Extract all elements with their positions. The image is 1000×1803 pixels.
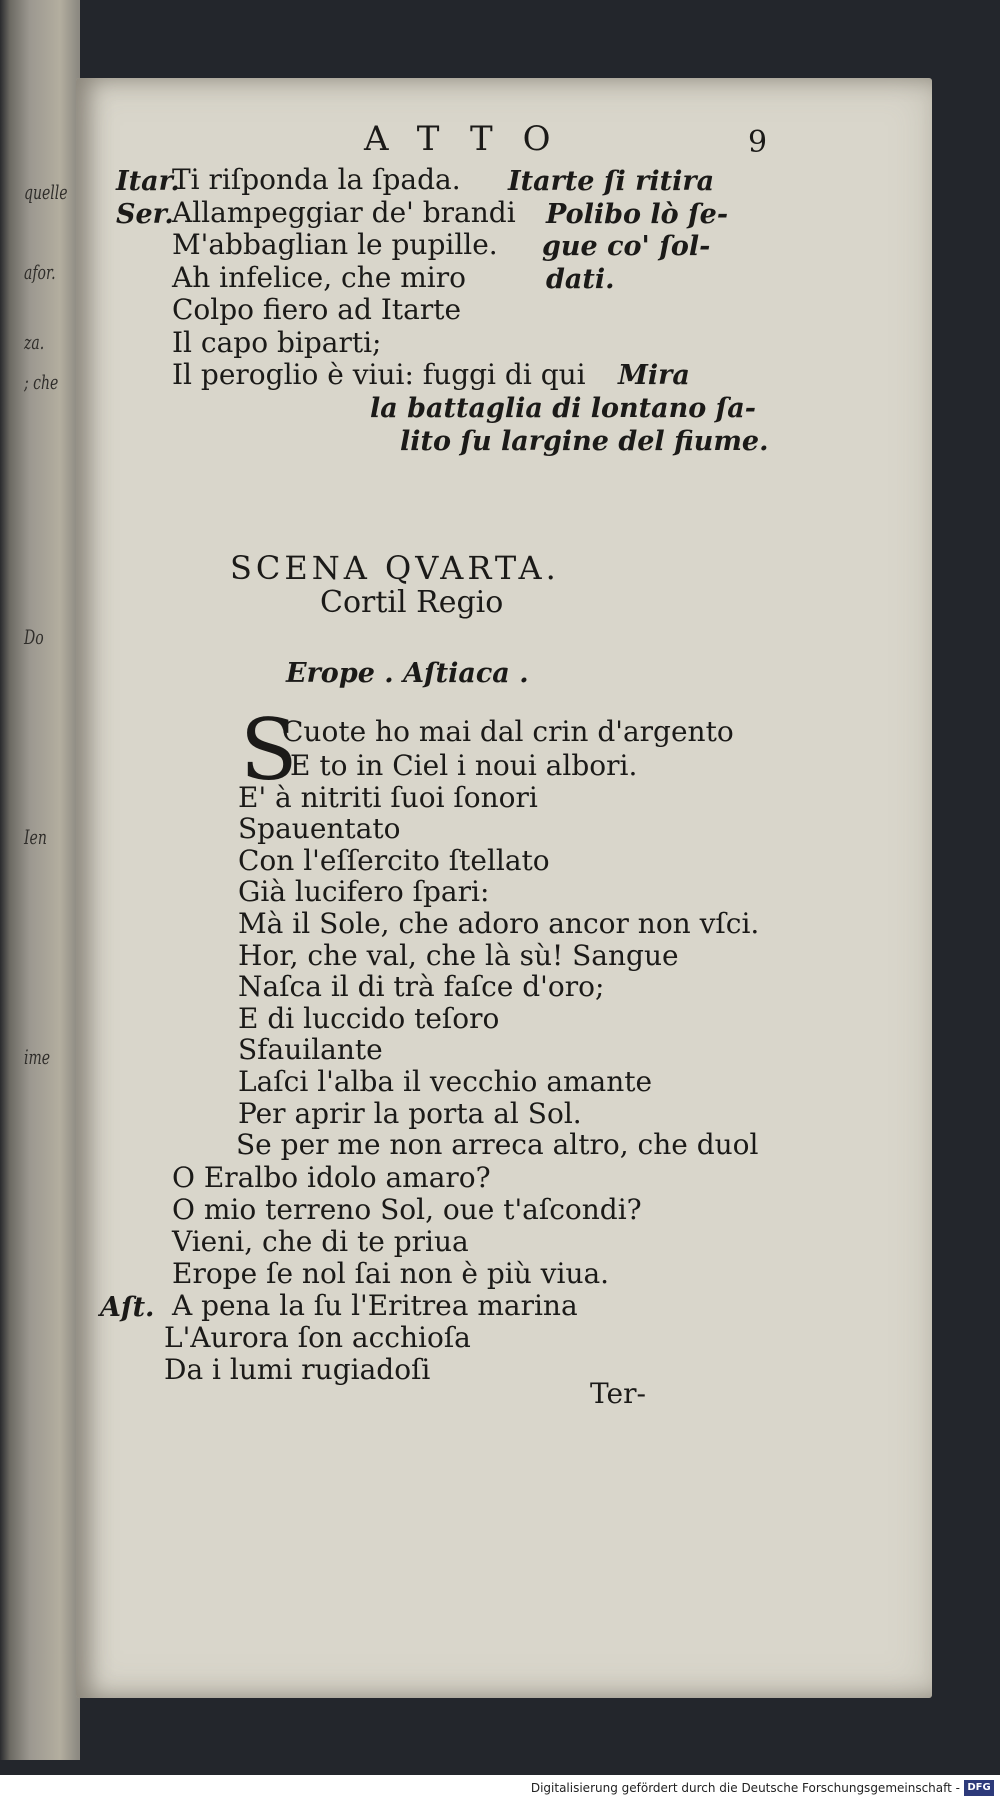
verse-line: L'Aurora ſon acchioſa — [164, 1321, 471, 1354]
verse-line: Ti riſponda la ſpada. — [172, 163, 461, 196]
speaker-label: Itar. — [116, 166, 180, 197]
verse-line: Laſci l'alba il vecchio amante — [238, 1065, 653, 1098]
verse-line: Vieni, che di te priua — [172, 1225, 469, 1258]
verse-line: Il capo biparti; — [172, 325, 382, 359]
verse-line: Per aprir la porta al Sol. — [238, 1096, 582, 1130]
drop-cap: S — [240, 701, 298, 799]
verse-line: E di luccido teſoro — [238, 1001, 500, 1035]
running-header: ATTO — [364, 119, 581, 159]
speaker-label: Ser. — [116, 198, 174, 230]
verse-line: Spauentato — [238, 812, 401, 846]
verse-line: Naſca il di trà faſce d'oro; — [238, 970, 605, 1004]
catchword: Ter- — [590, 1377, 646, 1410]
verse-line: Da i lumi rugiadoſi — [164, 1353, 431, 1386]
verse-line: A pena la ſu l'Eritrea marina — [172, 1289, 578, 1322]
strip-fragment: afor. — [24, 260, 56, 284]
strip-fragment: ; che — [24, 370, 59, 394]
verse-line: Allampeggiar de' brandi — [172, 195, 516, 229]
stage-direction-line: lito ſu largine del fiume. — [400, 426, 769, 457]
funding-notice: Digitalisierung gefördert durch die Deutsche Forschungsgemeinschaft - — [530, 1781, 960, 1795]
scene-setting: Cortil Regio — [320, 585, 504, 620]
strip-fragment: Ien — [24, 825, 47, 849]
stage-direction-line: Mira — [618, 360, 690, 391]
verse-line: Il peroglio è viui: fuggi di qui — [172, 358, 586, 391]
stage-direction-line: gue co' ſol- — [542, 231, 711, 262]
verse-line: Se per me non arreca altro, che duol — [236, 1128, 759, 1162]
verse-line: O Eralbo idolo amaro? — [172, 1161, 491, 1194]
page-number: 9 — [748, 125, 768, 160]
footer-bar — [0, 1775, 1000, 1803]
speaker-astiaca: Aſt. — [100, 1292, 155, 1323]
strip-fragment: za. — [24, 330, 45, 354]
verse-line: E' à nitriti ſuoi ſonori — [238, 780, 538, 814]
stage-direction-line: Polibo lò ſe- — [546, 198, 729, 230]
verse-line: Già lucifero ſpari: — [238, 875, 490, 909]
verse-line: Hor, che val, che là sù! Sangue — [238, 938, 679, 972]
book-page — [76, 78, 932, 1698]
strip-fragment: ime — [24, 1045, 51, 1069]
adjacent-page-strip — [0, 0, 80, 1760]
first-verse-line: Cuote ho mai dal crin d'argento — [282, 715, 734, 748]
scene-characters: Erope . Aſtiaca . — [286, 658, 529, 689]
strip-fragment: quelle — [24, 180, 68, 204]
strip-fragment: Do — [24, 625, 44, 649]
stage-direction-line: la battaglia di lontano ſa- — [370, 393, 757, 424]
verse-line: Mà il Sole, che adoro ancor non vſci. — [238, 907, 760, 940]
verse-line: Ah infelice, che miro — [172, 260, 466, 294]
verse-line: Colpo fiero ad Itarte — [172, 293, 462, 326]
stage-direction-line: dati. — [546, 263, 615, 295]
dfg-logo: DFG — [964, 1780, 994, 1796]
verse-line: Con l'eſſercito ſtellato — [238, 843, 550, 877]
verse-line: M'abbaglian le pupille. — [172, 228, 498, 261]
verse-line: O mio terreno Sol, oue t'aſcondi? — [172, 1193, 642, 1226]
verse-line: E to in Ciel i noui albori. — [290, 749, 638, 782]
verse-line: Erope ſe nol ſai non è più viua. — [172, 1257, 610, 1290]
verse-line: Sfauilante — [238, 1033, 383, 1067]
scene-title: SCENA QVARTA. — [230, 549, 560, 587]
stage-direction-line: Itarte ſi ritira — [508, 166, 715, 197]
